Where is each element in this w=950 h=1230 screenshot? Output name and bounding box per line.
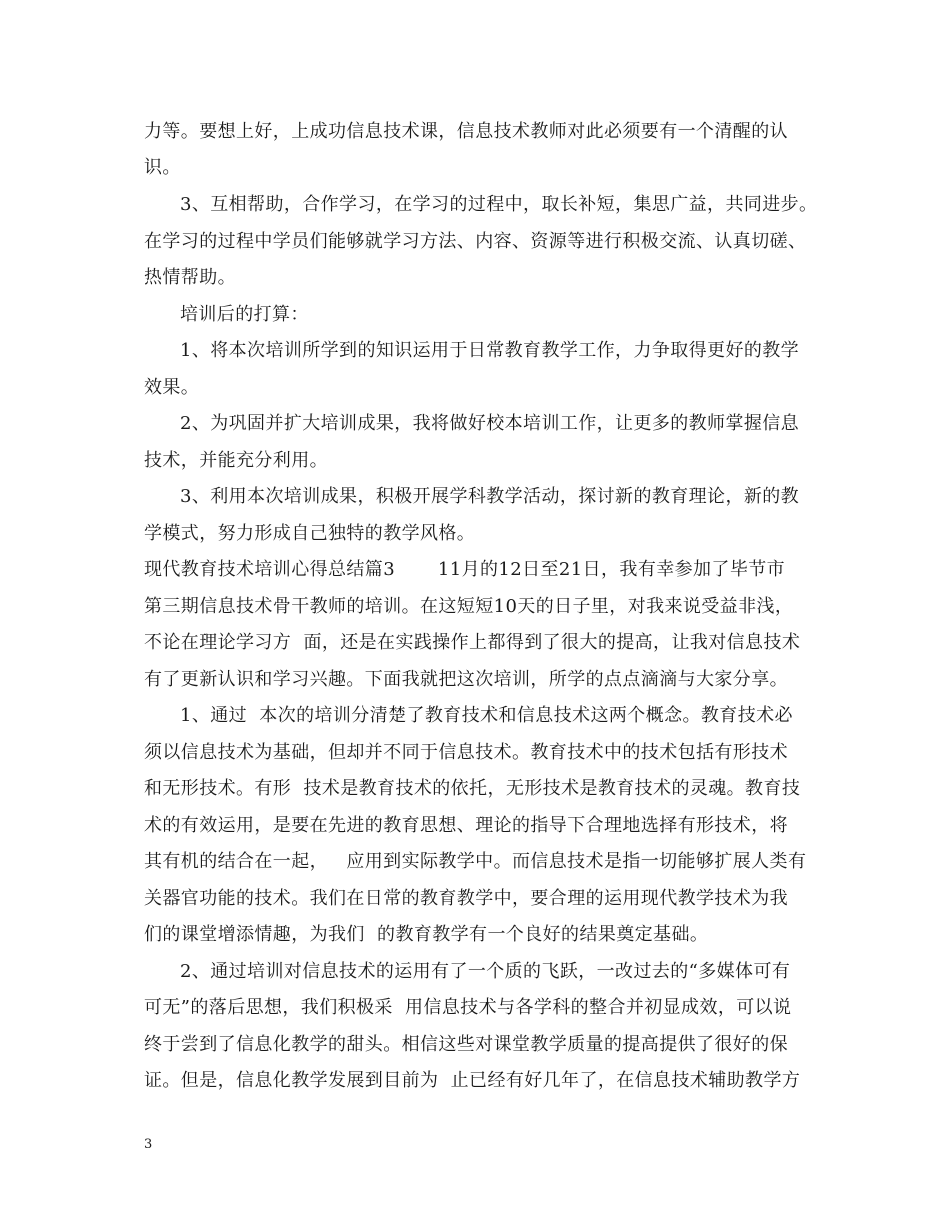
text-line: 识。 <box>144 157 181 178</box>
text-line: 技术，并能充分利用。 <box>144 450 328 471</box>
text-line: 可无”的落后思想，我们积极采 用信息技术与各学科的整合并初显成效，可以说 <box>144 997 792 1018</box>
text-line: 术的有效运用，是要在先进的教育思想、理论的指导下合理地选择有形技术，将 <box>144 815 788 836</box>
text-line: 关器官功能的技术。我们在日常的教育教学中，要合理的运用现代教学技术为我 <box>144 888 788 909</box>
text-line: 和无形技术。有形 技术是教育技术的依托，无形技术是教育技术的灵魂。教育技 <box>144 778 801 799</box>
text-line: 3、互相帮助，合作学习，在学习的过程中，取长补短，集思广益，共同进步。 <box>180 194 818 215</box>
text-line: 学模式，努力形成自己独特的教学风格。 <box>144 523 476 544</box>
text-line: 在学习的过程中学员们能够就学习方法、内容、资源等进行积极交流、认真切磋、 <box>144 231 807 252</box>
text-line: 3、利用本次培训成果，积极开展学科教学活动，探讨新的教育理论，新的教 <box>180 486 800 507</box>
text-line: 1、将本次培训所学到的知识运用于日常教育教学工作，力争取得更好的教学 <box>180 340 800 361</box>
text-line: 证。但是，信息化教学发展到目前为 止已经有好几年了，在信息技术辅助教学方 <box>144 1070 801 1091</box>
text-line: 不论在理论学习方 面，还是在实践操作上都得到了很大的提高，让我对信息技术 <box>144 632 801 653</box>
text-line: 效果。 <box>144 377 200 398</box>
text-line: 2、为巩固并扩大培训成果，我将做好校本培训工作，让更多的教师掌握信息 <box>180 413 800 434</box>
text-line: 热情帮助。 <box>144 267 236 288</box>
text-line: 须以信息技术为基础，但却并不同于信息技术。教育技术中的技术包括有形技术 <box>144 742 788 763</box>
text-line: 其有机的结合在一起， 应用到实际教学中。而信息技术是指一切能够扩展人类有 <box>144 851 807 872</box>
text-line: 们的课堂增添情趣，为我们 的教育教学有一个良好的结果奠定基础。 <box>144 924 709 945</box>
section-title-line: 现代教育技术培训心得总结篇3 11月的12日至21日，我有幸参加了毕节市 <box>144 559 786 580</box>
text-line: 终于尝到了信息化教学的甜头。相信这些对课堂教学质量的提高提供了很好的保 <box>144 1034 788 1055</box>
text-line: 力等。要想上好，上成功信息技术课，信息技术教师对此必须要有一个清醒的认 <box>144 121 788 142</box>
text-line: 1、通过 本次的培训分清楚了教育技术和信息技术这两个概念。教育技术必 <box>180 705 793 726</box>
page-number: 3 <box>144 1137 153 1152</box>
text-line: 有了更新认识和学习兴趣。下面我就把这次培训，所学的点点滴滴与大家分享。 <box>144 669 788 690</box>
section-heading: 培训后的打算： <box>180 304 309 325</box>
text-line: 第三期信息技术骨干教师的培训。在这短短10天的日子里，对我来说受益非浅， <box>144 596 794 617</box>
text-line: 2、通过培训对信息技术的运用有了一个质的飞跃，一改过去的“多媒体可有 <box>180 961 791 982</box>
